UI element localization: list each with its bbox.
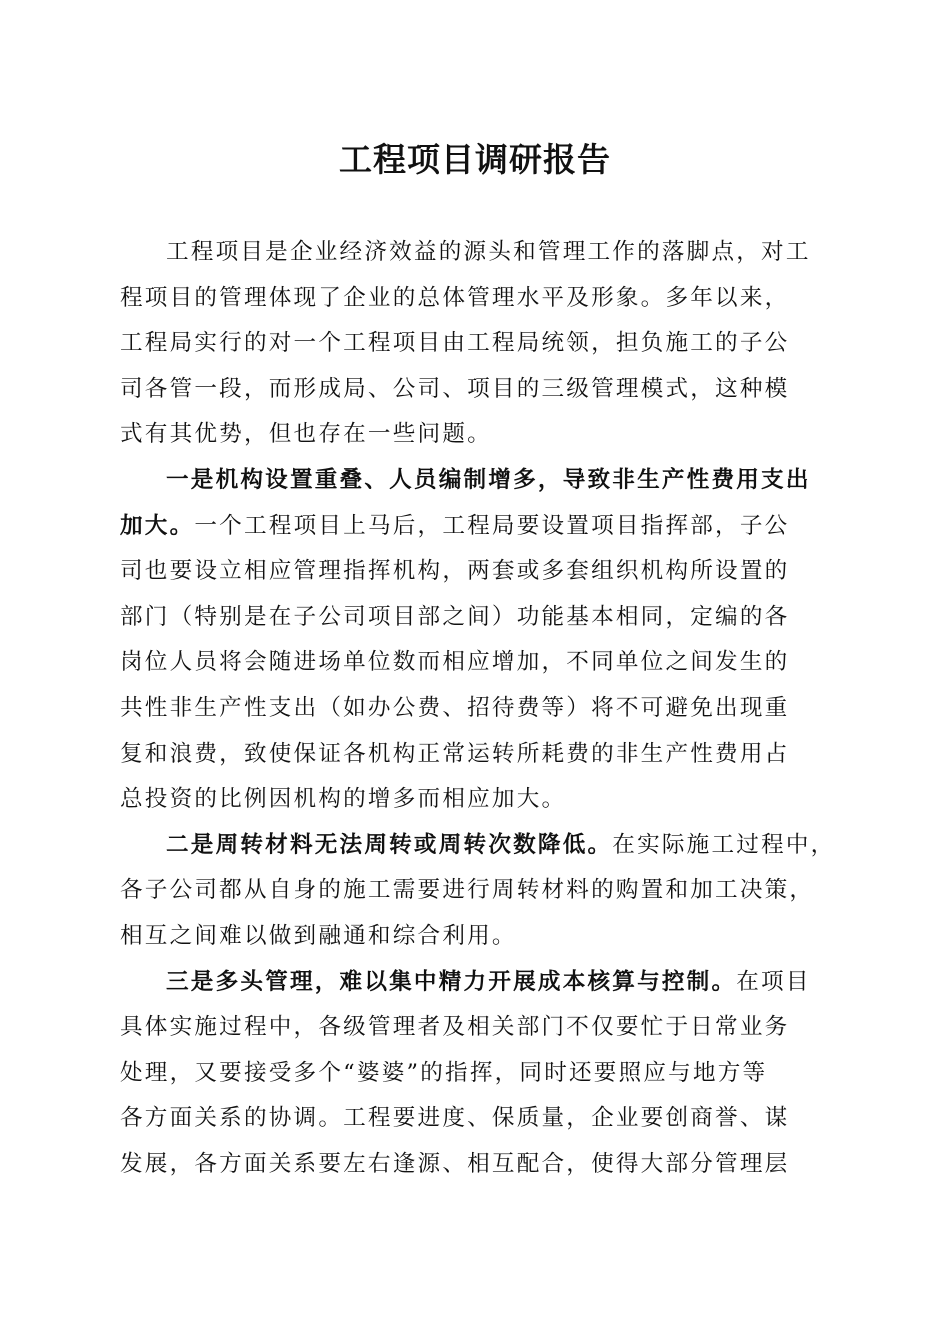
text-line: 处理，又要接受多个“婆婆”的指挥，同时还要照应与地方等 — [120, 1059, 768, 1086]
document-body — [120, 230, 836, 1187]
text-line: 各方面关系的协调。工程要进度、保质量，企业要创商誉、谋 — [120, 1105, 790, 1132]
paragraph-issue-2 — [120, 823, 836, 960]
text-line: 岗位人员将会随进场单位数而相应增加，不同单位之间发生的 — [120, 649, 790, 676]
text-line: 在项目 — [736, 968, 811, 995]
issue-heading: 二是周转材料无法周转或周转次数降低。 — [166, 831, 613, 858]
issue-heading: 一是机构设置重叠、人员编制增多，导致非生产性费用支出 — [166, 466, 811, 493]
issue-heading: 加大。 — [120, 512, 195, 539]
text-line: 相互之间难以做到融通和综合利用。 — [120, 922, 517, 949]
text-line: 总投资的比例因机构的增多而相应加大。 — [120, 786, 567, 813]
text-line: 程项目的管理体现了企业的总体管理水平及形象。多年以来， — [120, 284, 790, 311]
text-line: 共性非生产性支出（如办公费、招待费等）将不可避免出现重 — [120, 694, 790, 721]
text-line: 部门（特别是在子公司项目部之间）功能基本相同，定编的各 — [120, 603, 790, 630]
text-line: 在实际施工过程中， — [612, 831, 836, 858]
text-line: 一个工程项目上马后，工程局要设置项目指挥部，子公 — [194, 512, 790, 539]
text-line: 具体实施过程中，各级管理者及相关部门不仅要忙于日常业务 — [120, 1014, 790, 1041]
text-line: 式有其优势，但也存在一些问题。 — [120, 421, 492, 448]
document-title: 工程项目调研报告 — [339, 140, 611, 179]
text-line: 复和浪费，致使保证各机构正常运转所耗费的非生产性费用占 — [120, 740, 790, 767]
text-line: 司各管一段，而形成局、公司、项目的三级管理模式，这种模 — [120, 375, 790, 402]
paragraph-intro — [120, 230, 822, 458]
paragraph-issue-1 — [120, 458, 822, 823]
text-line: 司也要设立相应管理指挥机构，两套或多套组织机构所设置的 — [120, 558, 790, 585]
text-line: 各子公司都从自身的施工需要进行周转材料的购置和加工决策， — [120, 877, 815, 904]
text-line: 发展，各方面关系要左右逢源、相互配合，使得大部分管理层 — [120, 1150, 790, 1177]
issue-heading: 三是多头管理，难以集中精力开展成本核算与控制。 — [166, 968, 737, 995]
text-line: 工程项目是企业经济效益的源头和管理工作的落脚点，对工 — [166, 239, 811, 265]
text-line: 工程局实行的对一个工程项目由工程局统领，担负施工的子公 — [120, 330, 790, 357]
paragraph-issue-3 — [120, 960, 822, 1188]
